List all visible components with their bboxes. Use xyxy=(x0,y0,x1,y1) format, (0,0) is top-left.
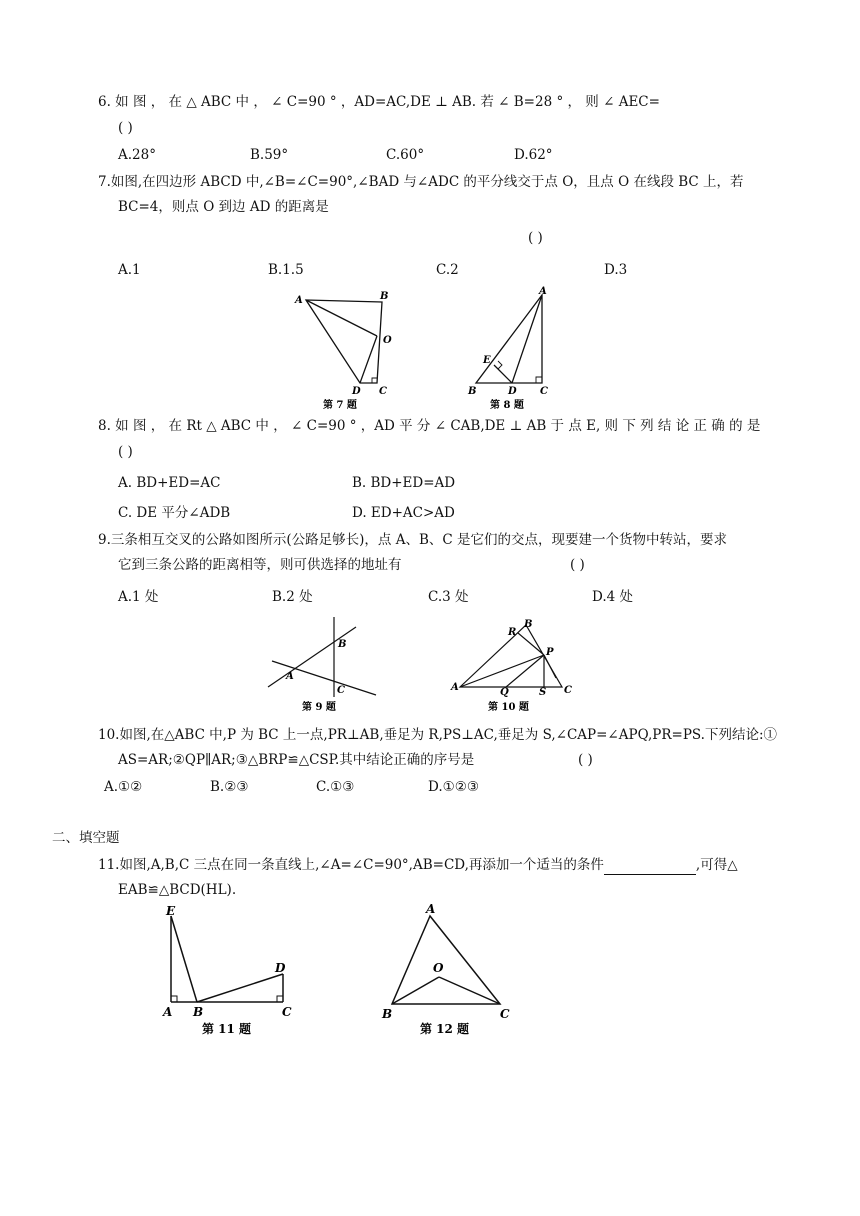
q7-answer-paren: ( ) xyxy=(528,230,543,246)
q6-option-c: C.60° xyxy=(386,147,425,163)
q6-answer-paren: ( ) xyxy=(118,120,133,136)
q8-stem: 8. 如 图 ， 在 Rt △ ABC 中 ， ∠ C=90 ° ，AD 平 分 ∠ CAB,DE ⊥ AB 于 点 E, 则 下 列 结 论 正 确 的 是 xyxy=(98,418,761,434)
fig11-caption: 第 11 题 xyxy=(202,1022,252,1036)
fig8-label-a: A xyxy=(539,286,547,297)
fig8-label-b: B xyxy=(468,386,477,397)
q7-option-d: D.3 xyxy=(604,262,628,278)
fig7-label-c: C xyxy=(379,386,387,397)
fig11-label-c: C xyxy=(282,1005,292,1019)
figure-q12 xyxy=(378,898,518,1040)
q11-line1 xyxy=(98,855,738,875)
section-title-fill-in: 二、填空题 xyxy=(52,830,120,846)
q7-line2: BC=4，则点 O 到边 AD 的距离是 xyxy=(118,199,329,215)
q10-option-d: D.①②③ xyxy=(428,779,479,795)
q10-line1: 10.如图,在△ABC 中,P 为 BC 上一点,PR⊥AB,垂足为 R,PS⊥AC,垂足为 S,∠CAP=∠APQ,PR=PS.下列结论:① xyxy=(98,727,778,743)
q8-option-d: D. ED+AC>AD xyxy=(352,505,455,521)
q7-line1: 7.如图,在四边形 ABCD 中,∠B=∠C=90°,∠BAD 与∠ADC 的平分线交于点 O，且点 O 在线段 BC 上，若 xyxy=(98,174,744,190)
q10-option-a: A.①② xyxy=(104,779,143,795)
fig11-label-d: D xyxy=(275,961,286,975)
fig12-label-b: B xyxy=(382,1007,393,1021)
fig8-label-e: E xyxy=(483,355,491,366)
fig10-caption: 第 10 题 xyxy=(488,702,529,713)
q9-option-b: B.2 处 xyxy=(272,589,313,605)
fig10-label-s: S xyxy=(539,687,547,698)
fig10-label-c: C xyxy=(564,685,572,696)
q10-line2: AS=AR;②QP∥AR;③△BRP≌△CSP.其中结论正确的序号是 xyxy=(118,752,475,768)
fig10-label-p: P xyxy=(546,647,554,658)
q11-line1-tail: ,可得△ xyxy=(695,857,738,873)
fig12-caption: 第 12 题 xyxy=(420,1022,470,1036)
q11-line2: EAB≌△BCD(HL). xyxy=(118,882,237,898)
q11-answer-blank[interactable] xyxy=(604,860,696,875)
figure-q11 xyxy=(155,900,305,1040)
q9-option-d: D.4 处 xyxy=(592,589,634,605)
q6-option-d: D.62° xyxy=(514,147,553,163)
figure-q9 xyxy=(264,615,384,715)
q10-option-b: B.②③ xyxy=(210,779,249,795)
figure-q10 xyxy=(448,615,578,715)
q9-answer-paren: ( ) xyxy=(570,557,585,573)
fig9-caption: 第 9 题 xyxy=(302,702,336,713)
q7-option-b: B.1.5 xyxy=(268,262,304,278)
q9-line2: 它到三条公路的距离相等，则可供选择的地址有 xyxy=(118,557,402,573)
fig10-label-a: A xyxy=(451,682,459,693)
q6-stem: 6. 如 图 ， 在 △ ABC 中 ， ∠ C=90 ° ，AD=AC,DE ⊥ AB. 若 ∠ B=28 ° ， 则 ∠ AEC= xyxy=(98,94,660,110)
q6-option-b: B.59° xyxy=(250,147,289,163)
fig11-label-b: B xyxy=(193,1005,204,1019)
fig8-label-c: C xyxy=(540,386,548,397)
q8-option-b: B. BD+ED=AD xyxy=(352,475,456,491)
fig8-caption: 第 8 题 xyxy=(490,400,524,411)
q10-option-c: C.①③ xyxy=(316,779,355,795)
q6-option-a: A.28° xyxy=(118,147,156,163)
fig7-label-o: O xyxy=(383,335,392,346)
q11-line1-text: 11.如图,A,B,C 三点在同一条直线上,∠A=∠C=90°,AB=CD,再添加一个适当的条件 xyxy=(98,857,604,873)
fig11-label-a: A xyxy=(163,1005,173,1019)
fig8-label-d: D xyxy=(508,386,517,397)
fig12-label-c: C xyxy=(500,1007,510,1021)
q8-option-c: C. DE 平分∠ADB xyxy=(118,505,231,521)
fig12-label-a: A xyxy=(426,902,436,916)
fig9-label-c: C xyxy=(337,685,345,696)
figure-q8 xyxy=(460,285,560,413)
fig7-label-a: A xyxy=(295,295,303,306)
q10-answer-paren: ( ) xyxy=(578,752,593,768)
q8-answer-paren: ( ) xyxy=(118,444,133,460)
fig10-label-q: Q xyxy=(500,687,509,698)
q8-option-a: A. BD+ED=AC xyxy=(118,475,221,491)
fig9-label-a: A xyxy=(286,671,294,682)
q9-option-c: C.3 处 xyxy=(428,589,469,605)
fig7-label-b: B xyxy=(380,291,389,302)
q9-option-a: A.1 处 xyxy=(118,589,159,605)
fig10-label-r: R xyxy=(508,627,517,638)
fig12-label-o: O xyxy=(433,961,444,975)
q7-option-a: A.1 xyxy=(118,262,141,278)
q7-option-c: C.2 xyxy=(436,262,459,278)
fig9-label-b: B xyxy=(338,639,347,650)
fig7-label-d: D xyxy=(352,386,361,397)
q9-line1: 9.三条相互交叉的公路如图所示(公路足够长)，点 A、B、C 是它们的交点，现要建一个货物中转站，要求 xyxy=(98,532,727,548)
fig11-label-e: E xyxy=(166,904,176,918)
figure-q7 xyxy=(290,288,400,413)
fig10-label-b: B xyxy=(524,619,533,630)
fig7-caption: 第 7 题 xyxy=(323,400,357,411)
